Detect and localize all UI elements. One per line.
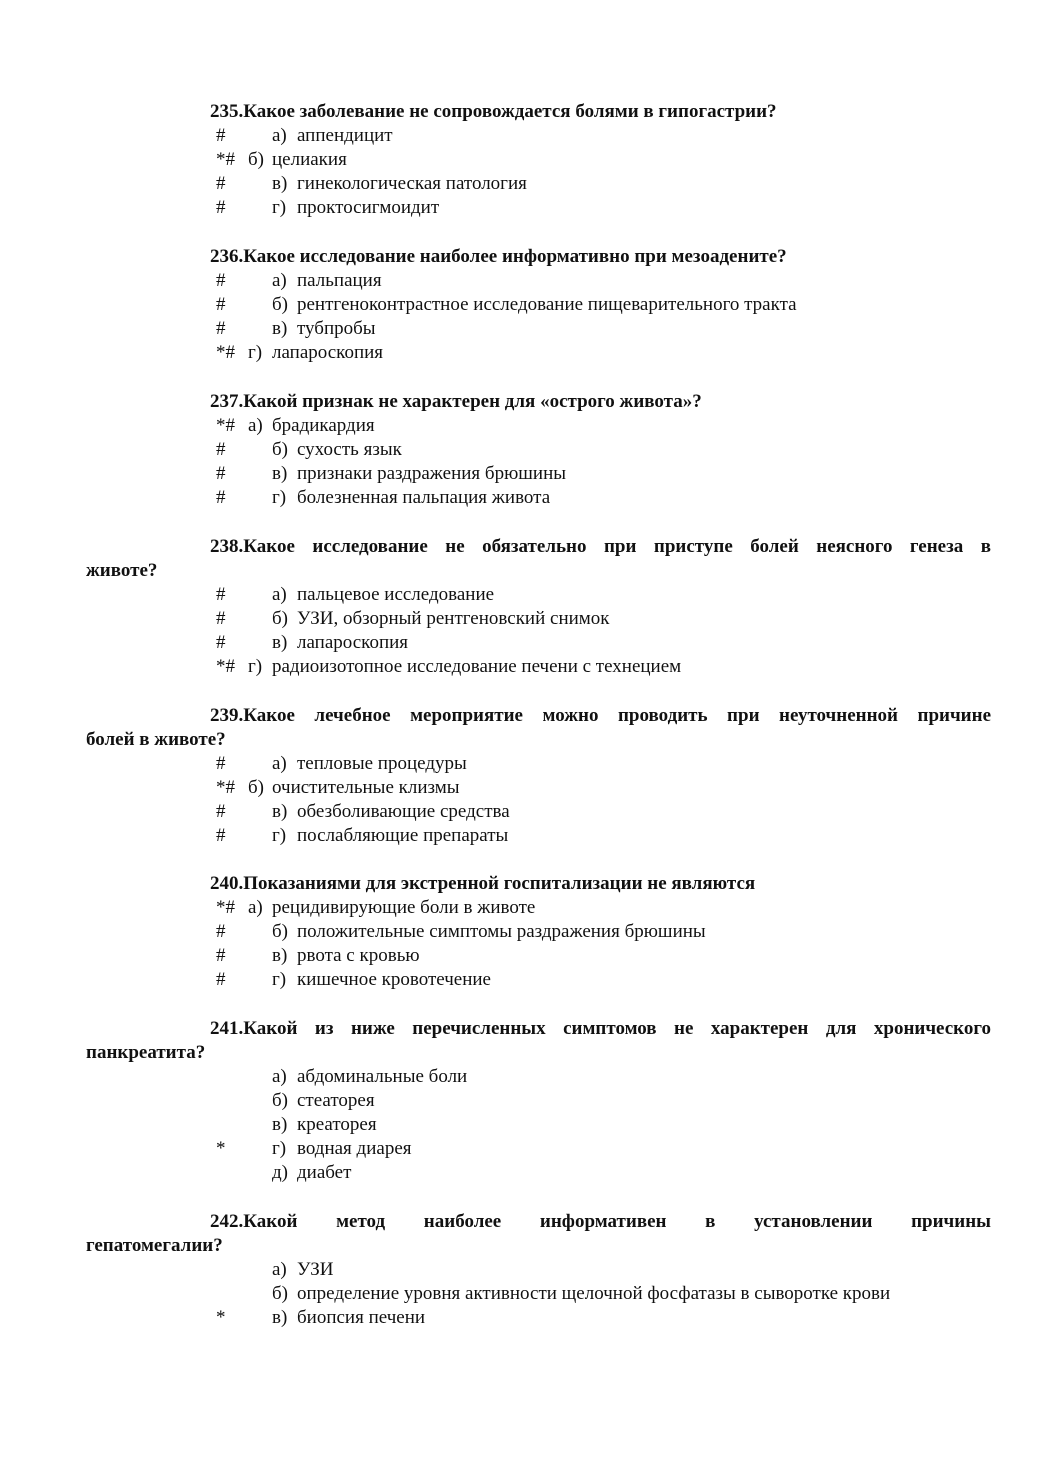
answer-mark: *# — [216, 656, 235, 677]
answer-mark: # — [216, 584, 226, 605]
answer-option — [148, 1306, 991, 1330]
answer-text: лапароскопия — [272, 342, 384, 363]
answer-option — [148, 1113, 991, 1137]
answer-text: болезненная пальпация живота — [297, 487, 551, 508]
question-title — [86, 1210, 991, 1258]
answer-letter: а) — [248, 415, 263, 436]
answer-mark: # — [216, 921, 226, 942]
answer-text: рецидивирующие боли в животе — [272, 897, 536, 918]
answer-letter: б) — [272, 921, 288, 942]
answer-letter: г) — [248, 656, 263, 677]
answer-mark: * — [216, 1138, 226, 1159]
answer-text: тепловые процедуры — [297, 753, 467, 774]
answer-option — [148, 438, 991, 462]
answer-option — [148, 317, 991, 341]
answer-text: биопсия печени — [297, 1307, 426, 1328]
answer-text: абдоминальные боли — [297, 1066, 468, 1087]
answer-letter: а) — [272, 753, 287, 774]
answer-letter: в) — [272, 1307, 288, 1328]
answer-letter: в) — [272, 632, 288, 653]
answer-letter: б) — [248, 149, 264, 170]
answer-letter: г) — [272, 825, 287, 846]
answer-option — [148, 1137, 991, 1161]
question-title — [86, 535, 991, 583]
question-title-line-2: гепатомегалии? — [86, 1235, 223, 1256]
question-241 — [86, 1017, 991, 1185]
answer-letter: в) — [272, 173, 288, 194]
answer-option — [148, 824, 991, 848]
answer-option — [148, 776, 991, 800]
answer-text: очистительные клизмы — [272, 777, 460, 798]
answer-option — [148, 486, 991, 510]
answer-text: диабет — [297, 1162, 352, 1183]
answer-text: тубпробы — [297, 318, 376, 339]
answer-option — [148, 583, 991, 607]
answer-text: стеаторея — [297, 1090, 375, 1111]
answer-option — [148, 1089, 991, 1113]
question-238 — [86, 535, 991, 679]
answer-mark: # — [216, 753, 226, 774]
answer-mark: *# — [216, 777, 235, 798]
answer-mark: *# — [216, 149, 235, 170]
question-title: 237.Какой признак не характерен для «острого живота»? — [210, 391, 702, 412]
answer-letter: б) — [272, 1090, 288, 1111]
answer-mark: # — [216, 608, 226, 629]
answer-text: аппендицит — [297, 125, 393, 146]
question-title-line-1: 241.Какой из ниже перечисленных симптомов не характерен для хронического — [210, 1018, 991, 1039]
answer-text: кишечное кровотечение — [297, 969, 491, 990]
answer-text: пальцевое исследование — [297, 584, 495, 605]
answer-option — [148, 896, 991, 920]
answer-letter: г) — [272, 1138, 287, 1159]
answer-option — [148, 293, 991, 317]
answer-mark: # — [216, 294, 226, 315]
answer-text: креаторея — [297, 1114, 377, 1135]
answer-letter: в) — [272, 945, 288, 966]
answer-letter: а) — [272, 270, 287, 291]
answer-text: лапароскопия — [297, 632, 409, 653]
answer-text: водная диарея — [297, 1138, 412, 1159]
answer-option — [148, 196, 991, 220]
question-title-line-1: 242.Какой метод наиболее информативен в установлении причины — [210, 1211, 991, 1232]
answer-mark: # — [216, 632, 226, 653]
answer-text: рентгеноконтрастное исследование пищеварительного тракта — [297, 294, 797, 315]
answer-text: положительные симптомы раздражения брюшины — [297, 921, 706, 942]
answer-letter: д) — [272, 1162, 288, 1183]
answer-mark: # — [216, 270, 226, 291]
answer-text: сухость язык — [297, 439, 402, 460]
question-235 — [148, 100, 991, 220]
question-title-line-2: болей в животе? — [86, 729, 226, 750]
question-236 — [148, 245, 991, 365]
answer-letter: а) — [272, 1259, 287, 1280]
answer-option — [148, 1282, 991, 1306]
answer-letter: а) — [272, 1066, 287, 1087]
answer-option — [148, 1258, 991, 1282]
answer-letter: а) — [272, 584, 287, 605]
answer-mark: # — [216, 318, 226, 339]
answer-option — [148, 124, 991, 148]
question-title-line-2: панкреатита? — [86, 1042, 206, 1063]
answer-text: брадикардия — [272, 415, 375, 436]
question-title: 240.Показаниями для экстренной госпитализации не являются — [210, 873, 756, 894]
question-239 — [86, 704, 991, 848]
answer-text: УЗИ, обзорный рентгеновский снимок — [297, 608, 610, 629]
answer-mark: *# — [216, 897, 235, 918]
question-240 — [148, 872, 991, 992]
question-title — [86, 704, 991, 752]
answer-option — [148, 968, 991, 992]
answer-option — [148, 148, 991, 172]
answer-text: определение уровня активности щелочной фосфатазы в сыворотке крови — [297, 1283, 891, 1304]
answer-letter: б) — [272, 608, 288, 629]
answer-text: послабляющие препараты — [297, 825, 509, 846]
answer-option — [148, 655, 991, 679]
answer-option — [148, 944, 991, 968]
answer-option — [148, 414, 991, 438]
answer-mark: # — [216, 173, 226, 194]
answer-letter: в) — [272, 1114, 288, 1135]
answer-mark: # — [216, 197, 226, 218]
answer-mark: # — [216, 125, 226, 146]
answer-option — [148, 269, 991, 293]
answer-text: признаки раздражения брюшины — [297, 463, 567, 484]
answer-mark: # — [216, 945, 226, 966]
answer-text: обезболивающие средства — [297, 801, 510, 822]
answer-letter: г) — [272, 197, 287, 218]
answer-option — [148, 462, 991, 486]
question-title-line-1: 238.Какое исследование не обязательно при приступе болей неясного генеза в — [210, 536, 991, 557]
answer-mark: # — [216, 487, 226, 508]
answer-mark: *# — [216, 415, 235, 436]
answer-letter: б) — [272, 1283, 288, 1304]
answer-letter: г) — [272, 487, 287, 508]
answer-letter: в) — [272, 318, 288, 339]
answer-option — [148, 607, 991, 631]
answer-mark: # — [216, 439, 226, 460]
answer-text: пальпация — [297, 270, 382, 291]
answer-letter: б) — [272, 294, 288, 315]
answer-text: рвота с кровью — [297, 945, 420, 966]
answer-option — [148, 172, 991, 196]
answer-letter: г) — [272, 969, 287, 990]
question-237 — [148, 390, 991, 510]
answer-option — [148, 752, 991, 776]
answer-letter: а) — [272, 125, 287, 146]
answer-letter: а) — [248, 897, 263, 918]
question-title — [86, 1017, 991, 1065]
answer-letter: в) — [272, 801, 288, 822]
question-title: 236.Какое исследование наиболее информативно при мезоадените? — [210, 246, 787, 267]
answer-mark: # — [216, 969, 226, 990]
question-title: 235.Какое заболевание не сопровождается болями в гипогастрии? — [210, 101, 777, 122]
answer-text: УЗИ — [297, 1259, 334, 1280]
answer-text: гинекологическая патология — [297, 173, 527, 194]
answer-option — [148, 800, 991, 824]
answer-letter: г) — [248, 342, 263, 363]
answer-option — [148, 920, 991, 944]
answer-mark: # — [216, 463, 226, 484]
answer-mark: # — [216, 825, 226, 846]
answer-text: проктосигмоидит — [297, 197, 440, 218]
answer-letter: б) — [272, 439, 288, 460]
answer-option — [148, 631, 991, 655]
answer-option — [148, 1065, 991, 1089]
answer-option — [148, 341, 991, 365]
answer-letter: б) — [248, 777, 264, 798]
answer-option — [148, 1161, 991, 1185]
question-title-line-1: 239.Какое лечебное мероприятие можно проводить при неуточненной причине — [210, 705, 991, 726]
answer-text: целиакия — [272, 149, 347, 170]
answer-mark: * — [216, 1307, 226, 1328]
answer-letter: в) — [272, 463, 288, 484]
answer-mark: *# — [216, 342, 235, 363]
answer-text: радиоизотопное исследование печени с технецием — [272, 656, 682, 677]
question-title-line-2: животе? — [86, 560, 158, 581]
question-242 — [86, 1210, 991, 1330]
answer-mark: # — [216, 801, 226, 822]
